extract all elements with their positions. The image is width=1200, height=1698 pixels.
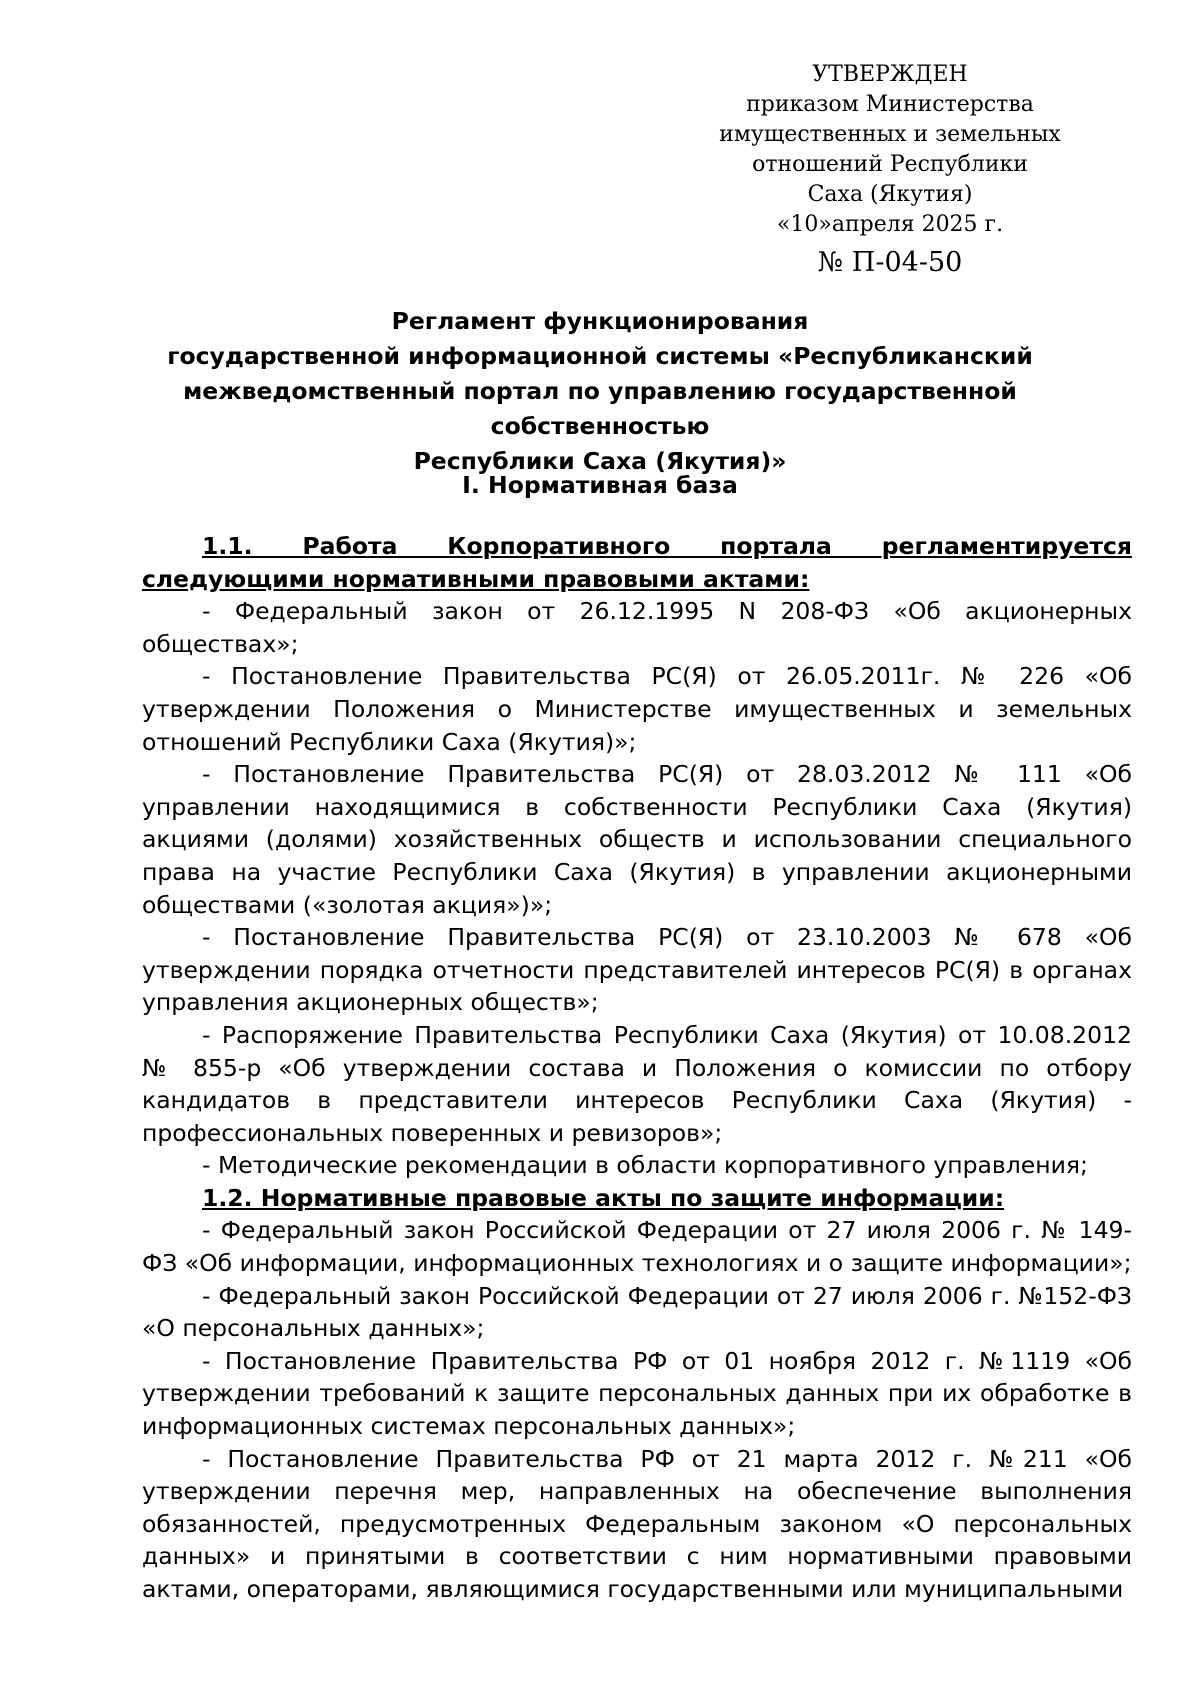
list-item: - Постановление Правительства РФ от 21 марта 2012 г. №211 «Об утверждении перечня мер, направленных на обеспечение выполнения обязанностей, предусмотренных Федеральным законом «О персональных данных» и принятыми в соответствии с ним нормативными правовыми актами, операторами, являющимися государственными или муниципальными	[142, 1444, 1132, 1603]
list-item: - Федеральный закон Российской Федерации от 27 июля 2006 г. № 149-ФЗ «Об информации, информационных технологиях и о защите информации»;	[142, 1216, 1132, 1278]
approval-line: имущественных и земельных	[719, 122, 1061, 147]
approval-heading: УТВЕРЖДЕН	[812, 62, 968, 87]
approval-line: Саха (Якутия)	[807, 182, 973, 207]
title-line: Регламент функционирования	[391, 307, 809, 335]
clause-heading: следующими нормативными правовыми актами:	[142, 564, 810, 593]
approval-line: отношений Республики	[752, 152, 1028, 177]
list-item: - Федеральный закон от 26.12.1995 N 208-ФЗ «Об акционерных обществах»;	[142, 597, 1132, 658]
order-number: № П-04-50	[817, 247, 963, 278]
clause-heading: 1.1. Работа Корпоративного портала регламентируется	[202, 532, 1132, 560]
document-body	[142, 530, 1132, 1606]
approval-line: приказом Министерства	[746, 92, 1034, 117]
title-line: Республики Саха (Якутия)»	[413, 447, 787, 475]
list-item: - Постановление Правительства РС(Я) от 23.10.2003 № 678 «Об утверждении порядка отчетности представителей интересов РС(Я) в органах управления акционерных обществ»;	[142, 923, 1132, 1017]
approval-stamp	[700, 60, 1080, 282]
title-line: государственной информационной системы «Республиканский	[167, 342, 1033, 370]
list-item: - Методические рекомендации в области корпоративного управления;	[202, 1151, 1088, 1180]
list-item: - Постановление Правительства РС(Я) от 26.05.2011г. № 226 «Об утверждении Положения о Министерстве имущественных и земельных отношений Республики Саха (Якутия)»;	[142, 662, 1132, 756]
list-item: - Распоряжение Правительства Республики Саха (Якутия) от 10.08.2012 № 855-р «Об утверждении состава и Положения о комиссии по отбору кандидатов в представители интересов Республики Саха (Якутия) - профессиональных поверенных и ревизоров»;	[142, 1020, 1132, 1147]
clause-heading: 1.2. Нормативные правовые акты по защите информации:	[202, 1183, 1005, 1212]
document-title	[100, 304, 1100, 479]
list-item: - Постановление Правительства РС(Я) от 28.03.2012 № 111 «Об управлении находящимися в собственности Республики Саха (Якутия) акциями (долями) хозяйственных обществ и использовании специального права на участие Республики Саха (Якутия) в управлении акционерными обществами («золотая акция»)»;	[142, 760, 1132, 919]
title-line: межведомственный портал по управлению государственной собственностью	[183, 377, 1017, 440]
list-item: - Постановление Правительства РФ от 01 ноября 2012 г. №1119 «Об утверждении требований к защите персональных данных при их обработке в информационных системах персональных данных»;	[142, 1346, 1132, 1441]
section-heading: I. Нормативная база	[462, 471, 738, 499]
list-item: - Федеральный закон Российской Федерации от 27 июля 2006 г. №152-ФЗ «О персональных данных»;	[142, 1281, 1132, 1343]
approval-date: «10»апреля 2025 г.	[776, 212, 1004, 237]
